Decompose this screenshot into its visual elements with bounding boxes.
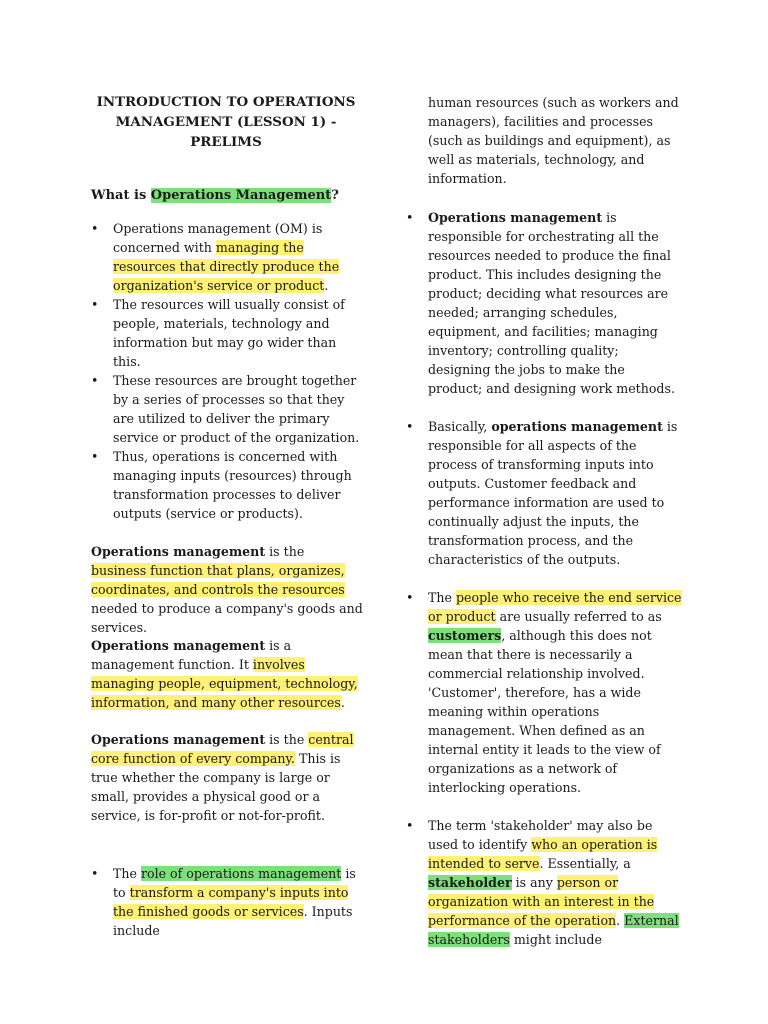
text: might include [509,932,602,947]
text: is the [265,544,305,559]
text: is any [511,875,557,890]
highlight: central core function of every company. [91,732,354,766]
continued-text: human resources (such as workers and managers), facilities and processes (such as buildings and equipment), as well as materials, technology, and information. [428,95,679,186]
highlight: involves managing people, equipment, technology, information, and many other resources [91,657,358,710]
text: These resources are brought together by a series of processes so that they are utilized to deliver the primary service or product of the organization. [113,373,360,445]
text: . [616,913,625,928]
highlight: people who receive the end service or product [428,590,682,624]
right-bullet-list-2 [406,417,682,569]
highlight-green: role of operations management [140,866,342,881]
bullet-icon: • [406,590,414,605]
text: The term 'stakeholder' may also be used to identify [428,818,653,852]
bold-term: Operations management [91,638,266,653]
text: Thus, operations is concerned with managing inputs (resources) through transformation processes to deliver outputs (service or products). [113,449,352,521]
list-item [406,588,682,797]
right-bullet-list-3 [406,588,682,797]
right-bullet-list-4 [406,816,682,949]
text: The [113,866,141,881]
bullet-icon: • [406,419,414,434]
list-item [91,219,363,295]
text: Basically, [428,419,492,434]
bold-term: Operations management [91,544,266,559]
highlight-green: stakeholder [428,875,512,890]
list-item [91,447,363,523]
role-bullet-list [91,864,363,940]
text: . [340,695,345,710]
list-item [91,295,363,371]
highlight: business function that plans, organizes, coordinates, and controls the resources [91,563,345,597]
paragraph [91,636,363,712]
document-title: INTRODUCTION TO OPERATIONS MANAGEMENT (LESSON 1) - PRELIMS [96,94,356,150]
text: , although this does not mean that there is necessarily a commercial relationship involved. 'Customer', therefore, has a wide meaning within operations management. When defined as an internal entity it leads to the view of organizations as a network of interlocking operations. [428,628,661,795]
list-item [406,417,682,569]
text: is to [113,866,356,900]
text: needed to produce a company's goods and services. [91,601,363,635]
right-bullet-list-1 [406,208,682,398]
bullet-icon: • [406,210,414,225]
highlight: transform a company's inputs into the finished goods or services [113,885,349,919]
highlight: person or organization with an interest in the performance of the operation [428,875,655,928]
bullet-icon: • [91,221,99,236]
text: . Inputs include [113,904,353,938]
text: is a management function. It [91,638,292,672]
bullet-icon: • [91,297,99,312]
text: The [428,590,456,605]
list-item [406,816,682,949]
text: This is true whether the company is large or small, provides a physical good or a service, is for-profit or not-for-profit. [91,751,341,823]
text: is responsible for orchestrating all the resources needed to produce the final product. This includes designing the product; deciding what resources are needed; arranging schedules, equipment, and facilities; managing inventory; controlling quality; designing the jobs to make the product; and designing work methods. [428,210,675,396]
text: . Essentially, a [539,856,631,871]
bold-term: Operations management [428,210,603,225]
bullet-icon: • [406,818,414,833]
intro-bullet-list [91,219,363,523]
highlight: managing the resources that directly produce the organization's service or product [113,240,340,293]
bullet-icon: • [91,449,99,464]
heading-suffix: ? [331,188,339,203]
text: . [324,278,329,293]
bold-term: operations management [491,419,663,434]
paragraph [91,730,363,825]
list-item [91,864,363,940]
text: The resources will usually consist of people, materials, technology and information but may go wider than this. [113,297,345,369]
highlight: who an operation is intended to serve [428,837,658,871]
bullet-icon: • [91,866,99,881]
list-item [406,208,682,398]
heading-term: Operations Management [150,188,332,203]
bold-term: Operations management [91,732,266,747]
list-item [91,371,363,447]
paragraph [91,542,363,637]
text: are usually referred to as [495,609,662,624]
text: is the [265,732,309,747]
text: is responsible for all aspects of the process of transforming inputs into outputs. Customer feedback and performance information are used to continually adjust the inputs, the transformation process, and the characteristics of the outputs. [428,419,678,567]
highlight-green: customers [428,628,502,643]
text: Operations management (OM) is concerned with [113,221,323,255]
heading-prefix: What is [91,188,151,203]
bullet-icon: • [91,373,99,388]
section-heading [91,186,339,205]
highlight-green: External stakeholders [428,913,679,947]
